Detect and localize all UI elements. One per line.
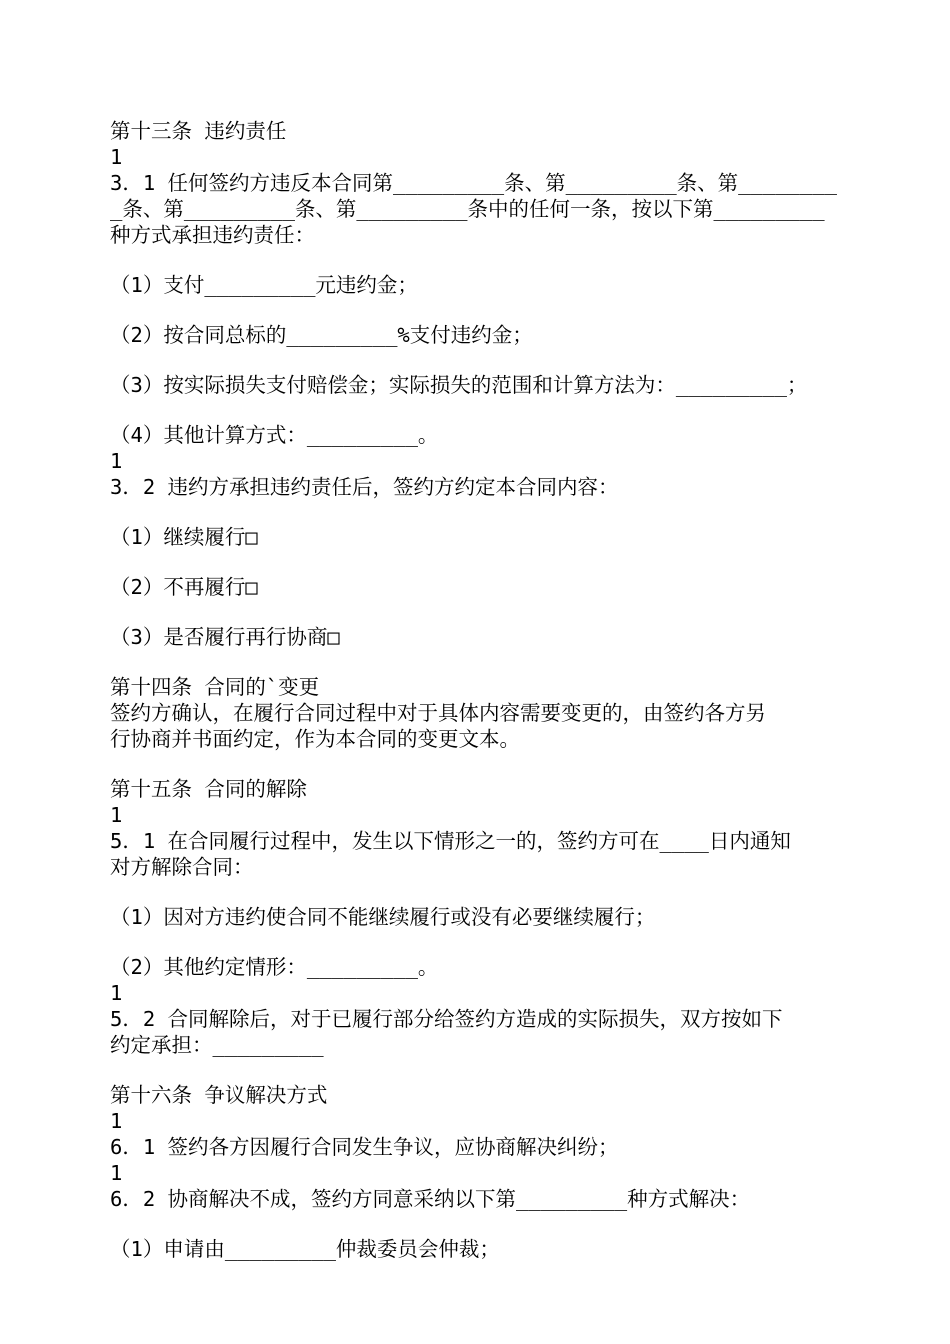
text-line: （1）申请由_________仲裁委员会仲裁；	[110, 1237, 500, 1261]
paragraph-gap	[110, 348, 845, 372]
text-line: （1）继续履行□	[110, 525, 258, 549]
paragraph-gap	[110, 550, 845, 574]
text-line: （3）按实际损失支付赔偿金；实际损失的范围和计算方法为：_________；	[110, 373, 808, 397]
text-line: （2）不再履行□	[110, 575, 258, 599]
text-line: 对方解除合同：	[110, 855, 254, 879]
paragraph-gap	[110, 880, 845, 904]
text-line: 第十三条 违约责任	[110, 119, 287, 143]
paragraph-gap	[110, 752, 845, 776]
text-line: 1	[110, 803, 123, 827]
text-line: 6．2 协商解决不成，签约方同意采纳以下第_________种方式解决：	[110, 1187, 751, 1211]
text-line: （2）按合同总标的_________%支付违约金；	[110, 323, 533, 347]
text-line: 第十六条 争议解决方式	[110, 1083, 328, 1107]
text-line: （4）其他计算方式：_________。	[110, 423, 439, 447]
paragraph-gap	[110, 600, 845, 624]
text-line: _条、第_________条、第_________条中的任何一条，按以下第_________	[110, 197, 825, 221]
text-line: 1	[110, 449, 123, 473]
paragraph-gap	[110, 248, 845, 272]
text-line: 5．1 在合同履行过程中，发生以下情形之一的，签约方可在____日内通知	[110, 829, 791, 853]
text-line: 5．2 合同解除后，对于已履行部分给签约方造成的实际损失，双方按如下	[110, 1007, 783, 1031]
paragraph-gap	[110, 500, 845, 524]
text-line: （1）支付_________元违约金；	[110, 273, 418, 297]
paragraph-gap	[110, 650, 845, 674]
text-line: 1	[110, 145, 123, 169]
text-line: 6．1 签约各方因履行合同发生争议，应协商解决纠纷；	[110, 1135, 619, 1159]
text-line: 行协商并书面约定，作为本合同的变更文本。	[110, 727, 520, 751]
text-line: 种方式承担违约责任：	[110, 223, 315, 247]
text-line: （1）因对方违约使合同不能继续履行或没有必要继续履行；	[110, 905, 656, 929]
text-line: 第十四条 合同的`变更	[110, 675, 320, 699]
text-line: （3）是否履行再行协商□	[110, 625, 340, 649]
paragraph-gap	[110, 1058, 845, 1082]
text-line: 第十五条 合同的解除	[110, 777, 307, 801]
text-line: 签约方确认，在履行合同过程中对于具体内容需要变更的，由签约各方另	[110, 701, 766, 725]
paragraph-gap	[110, 298, 845, 322]
paragraph-gap	[110, 398, 845, 422]
paragraph-gap	[110, 1212, 845, 1236]
text-line: 1	[110, 1161, 123, 1185]
text-line: 3．1 任何签约方违反本合同第_________条、第_________条、第________	[110, 171, 837, 195]
text-line: 3．2 违约方承担违约责任后，签约方约定本合同内容：	[110, 475, 619, 499]
text-line: 约定承担：_________	[110, 1033, 324, 1057]
text-line: （2）其他约定情形：_________。	[110, 955, 439, 979]
text-line: 1	[110, 1109, 123, 1133]
document-body	[110, 118, 845, 1262]
text-line: 1	[110, 981, 123, 1005]
paragraph-gap	[110, 930, 845, 954]
